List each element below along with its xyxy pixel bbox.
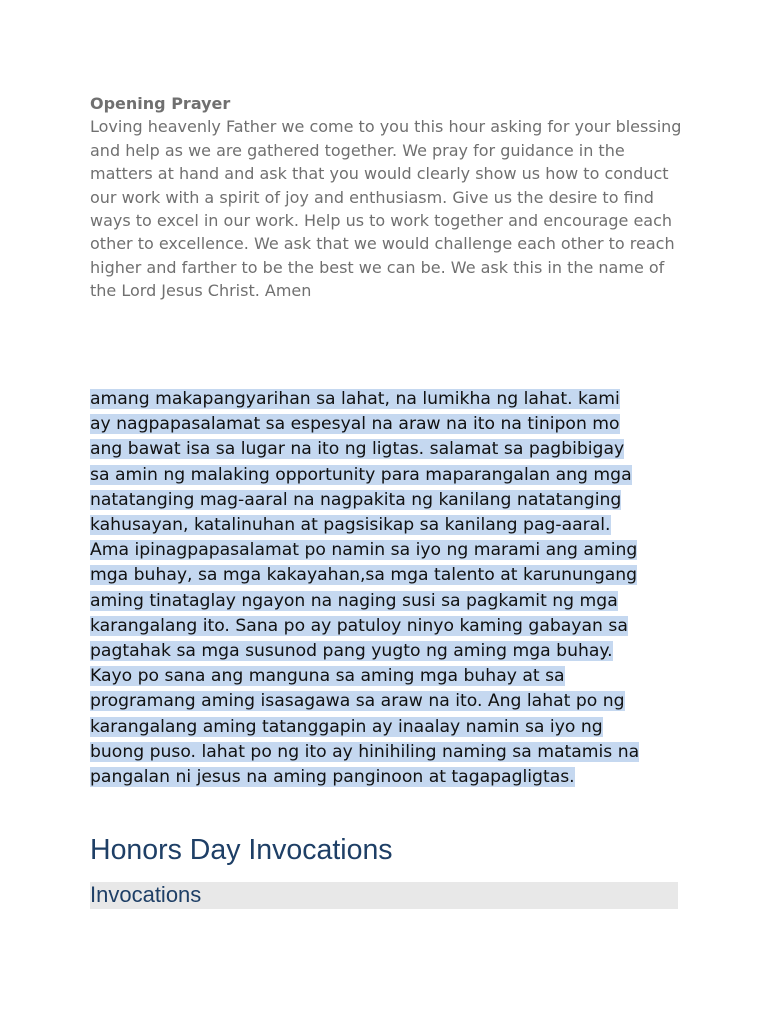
opening-prayer-title: Opening Prayer [90, 94, 231, 113]
prayer-line: Kayo po sana ang manguna sa aming mga buhay at sa [90, 666, 565, 687]
prayer-line: ang bawat isa sa lugar na ito ng ligtas. salamat sa pagbibigay [90, 439, 625, 460]
prayer-line: amang makapangyarihan sa lahat, na lumikha ng lahat. kami [90, 389, 620, 409]
prayer-line: karangalang aming tatanggapin ay inaalay namin sa iyo ng [90, 716, 603, 737]
prayer-line: ay nagpapasalamat sa espesyal na araw na ito na tinipon mo [90, 414, 620, 435]
prayer-line: mga buhay, sa mga kakayahan,sa mga talento at karunungang [90, 565, 638, 586]
invocations-heading: Invocations [90, 882, 202, 907]
prayer-line: Ama ipinagpapasalamat po namin sa iyo ng marami ang aming [90, 540, 638, 561]
prayer-line: aming tinataglay ngayon na naging susi sa pagkamit ng mga [90, 590, 618, 611]
prayer-line: buong puso. lahat po ng ito ay hinihiling naming sa matamis na [90, 741, 640, 762]
opening-prayer-section [90, 92, 690, 303]
prayer-line: natatanging mag-aaral na nagpakita ng kanilang natatanging [90, 489, 622, 510]
prayer-line: pagtahak sa mga susunod pang yugto ng aming mga buhay. [90, 641, 613, 662]
opening-prayer-body: Loving heavenly Father we come to you this hour asking for your blessing and help as we are gathered together. We pray for guidance in the matters at hand and ask that you would clearly show us how to conduct our work with a spirit of joy and enthusiasm. Give us the desire to find ways to excel in our work. Help us to work together and encourage each other to excellence. We ask that we would challenge each other to reach higher and farther to be the best we can be. We ask this in the name of the Lord Jesus Christ. Amen [90, 117, 682, 301]
honors-day-heading: Honors Day Invocations [90, 834, 393, 866]
prayer-line: programang aming isasagawa sa araw na ito. Ang lahat po ng [90, 691, 625, 712]
selected-prayer-text[interactable] [90, 387, 690, 790]
prayer-line: karangalang ito. Sana po ay patuloy ninyo kaming gabayan sa [90, 615, 628, 636]
prayer-line: kahusayan, katalinuhan at pagsisikap sa kanilang pag-aaral. [90, 515, 611, 536]
prayer-line: pangalan ni jesus na aming panginoon at tagapagligtas. [90, 767, 575, 788]
prayer-line: sa amin ng malaking opportunity para maparangalan ang mga [90, 464, 632, 485]
